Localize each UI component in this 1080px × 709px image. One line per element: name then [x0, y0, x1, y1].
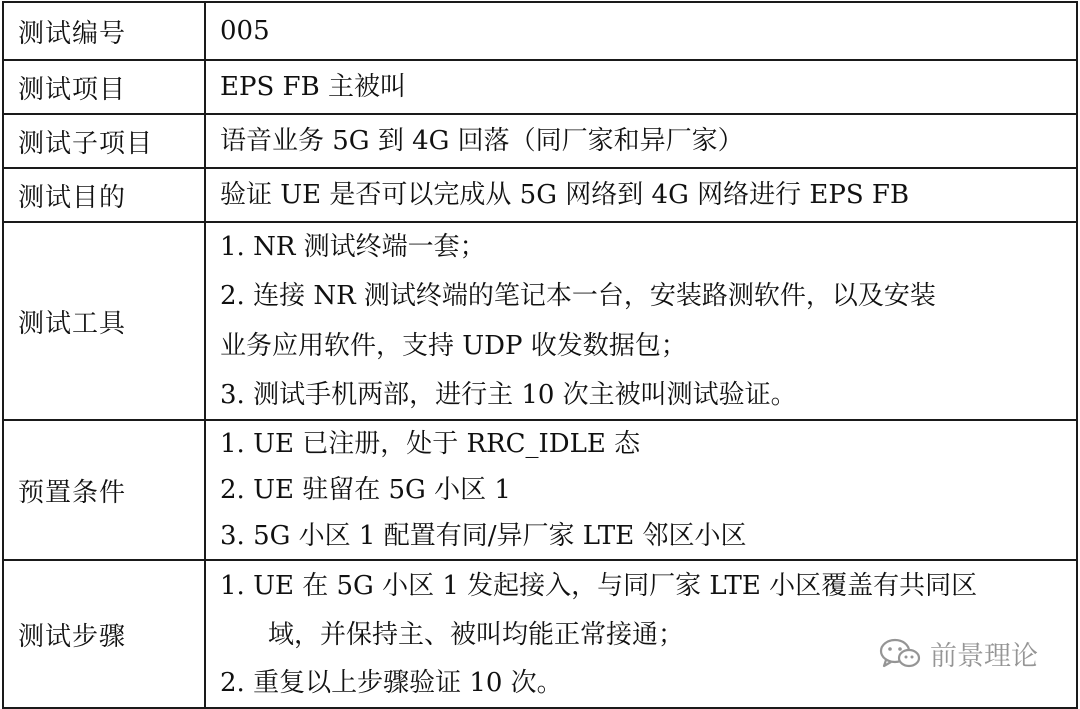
value-line: 域，并保持主、被叫均能正常接通； [268, 620, 685, 650]
label-test-item: 测试项目 [3, 60, 205, 114]
value-test-tools [205, 222, 1077, 420]
value-line: EPS FB 主被叫 [220, 72, 406, 102]
row-test-purpose [3, 168, 1077, 222]
value-line: 1. UE 在 5G 小区 1 发起接入，与同厂家 LTE 小区覆盖有共同区 [220, 571, 978, 601]
value-line: 005 [220, 16, 270, 46]
value-test-purpose [205, 168, 1077, 222]
value-test-subitem [205, 114, 1077, 168]
value-preconditions [205, 420, 1077, 560]
value-line: 1. UE 已注册，处于 RRC_IDLE 态 [220, 429, 641, 459]
value-line: 3. 5G 小区 1 配置有同/异厂家 LTE 邻区小区 [220, 521, 747, 551]
value-line: 验证 UE 是否可以完成从 5G 网络到 4G 网络进行 EPS FB [220, 180, 910, 210]
value-line: 2. UE 驻留在 5G 小区 1 [220, 475, 511, 505]
row-preconditions [3, 420, 1077, 560]
label-test-steps: 测试步骤 [3, 560, 205, 708]
watermark-text: 前景理论 [930, 641, 1038, 672]
watermark [878, 634, 1038, 673]
value-line: 1. NR 测试终端一套； [220, 232, 486, 262]
value-test-number [205, 2, 1077, 60]
row-test-number [3, 2, 1077, 60]
label-test-subitem: 测试子项目 [3, 114, 205, 168]
value-line: 2. 连接 NR 测试终端的笔记本一台，安装路测软件，以及安装 [220, 281, 936, 311]
label-test-purpose: 测试目的 [3, 168, 205, 222]
row-test-item [3, 60, 1077, 114]
row-test-tools [3, 222, 1077, 420]
value-line: 2. 重复以上步骤验证 10 次。 [220, 668, 563, 698]
test-case-table [2, 1, 1078, 709]
label-preconditions: 预置条件 [3, 420, 205, 560]
row-test-subitem [3, 114, 1077, 168]
label-test-tools: 测试工具 [3, 222, 205, 420]
value-test-item [205, 60, 1077, 114]
value-line: 业务应用软件，支持 UDP 收发数据包； [220, 331, 687, 361]
value-line: 语音业务 5G 到 4G 回落（同厂家和异厂家） [220, 126, 744, 156]
label-test-number: 测试编号 [3, 2, 205, 60]
value-line: 3. 测试手机两部，进行主 10 次主被叫测试验证。 [220, 380, 797, 410]
wechat-icon [878, 637, 922, 671]
